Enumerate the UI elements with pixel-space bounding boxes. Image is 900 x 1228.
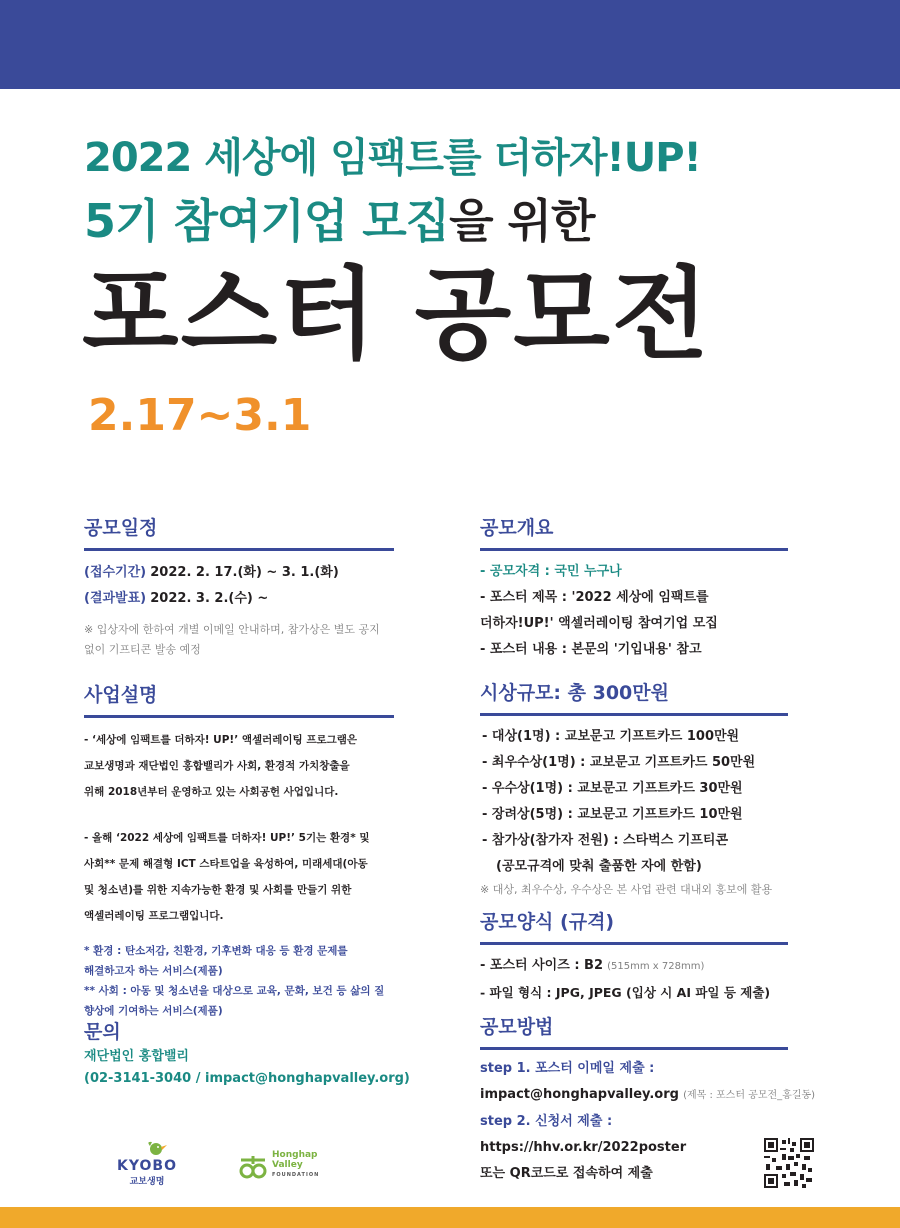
kyobo-sub: 교보생명 xyxy=(129,1177,165,1187)
prize-item: - 장려상(5명) : 교보문고 기프트카드 10만원 xyxy=(482,807,743,822)
schedule-note-1: ※ 입상자에 한하여 개별 이메일 안내하며, 참가상은 별도 공지 xyxy=(84,623,380,636)
overview-section xyxy=(480,513,788,663)
prizes-heading: 시상규모: 총 300만원 xyxy=(480,678,788,716)
method-heading: 공모방법 xyxy=(480,1012,788,1050)
overview-heading: 공모개요 xyxy=(480,513,788,551)
title-line-2 xyxy=(84,185,594,251)
prize-item: - 최우수상(1명) : 교보문고 기프트카드 50만원 xyxy=(482,755,756,770)
method-qr-note: 또는 QR코드로 접속하여 제출 xyxy=(480,1166,653,1181)
main-title: 포스터 공모전 xyxy=(82,256,711,373)
format-section xyxy=(480,907,788,1006)
prize-item: - 우수상(1명) : 교보문고 기프트카드 30만원 xyxy=(482,781,743,796)
schedule-note-2: 없이 기프티콘 발송 예정 xyxy=(84,643,201,656)
business-p1-line: 교보생명과 재단법인 홍합밸리가 사회, 환경적 가치창출을 xyxy=(84,760,350,772)
business-p2-line: 사회** 문제 해결형 ICT 스타트업을 육성하여, 미래세대(아동 xyxy=(84,858,368,870)
method-step1: step 1. 포스터 이메일 제출 : xyxy=(480,1061,655,1076)
period-date: 2.17~3.1 xyxy=(88,390,312,441)
honghap-valley-logo xyxy=(238,1150,338,1186)
schedule-heading: 공모일정 xyxy=(84,513,394,551)
business-note-line: * 환경 : 탄소저감, 친환경, 기후변화 대응 등 환경 문제를 xyxy=(84,945,348,957)
prize-item: (공모규격에 맞춰 출품한 자에 한함) xyxy=(496,859,702,874)
overview-content: - 포스터 내용 : 본문의 '기입내용' 참고 xyxy=(480,642,702,657)
format-heading: 공모양식 (규격) xyxy=(480,907,788,945)
business-note-line: 해결하고자 하는 서비스(제품) xyxy=(84,965,223,977)
business-note-line: ** 사회 : 아동 및 청소년을 대상으로 교육, 문화, 보건 등 삶의 질 xyxy=(84,985,385,997)
contact-org: 재단법인 홍합밸리 xyxy=(84,1049,189,1064)
schedule-section xyxy=(84,513,394,660)
kyobo-bird-icon xyxy=(142,1138,172,1158)
method-step2: step 2. 신청서 제출 : xyxy=(480,1114,613,1129)
title-line-1: 2022 세상에 임팩트를 더하자!UP! xyxy=(84,135,701,181)
business-p1-line: - ‘세상에 임팩트를 더하자! UP!’ 액셀러레이팅 프로그램은 xyxy=(84,734,358,746)
reception-value: 2022. 2. 17.(화) ~ 3. 1.(화) xyxy=(150,565,339,580)
bottom-color-band xyxy=(0,1207,900,1228)
overview-title-1: - 포스터 제목 : '2022 세상에 임팩트를 xyxy=(480,590,709,605)
contact-heading: 문의 xyxy=(84,1021,121,1043)
format-size-detail: (515mm x 728mm) xyxy=(607,961,705,972)
business-p2-line: 및 청소년)를 위한 지속가능한 환경 및 사회를 만들기 위한 xyxy=(84,884,352,896)
honghap-line3: FOUNDATION xyxy=(272,1172,320,1178)
prize-item: - 참가상(참가자 전원) : 스타벅스 기프티콘 xyxy=(482,833,729,848)
result-value: 2022. 3. 2.(수) ~ xyxy=(150,591,269,606)
format-size: - 포스터 사이즈 : B2 xyxy=(480,958,603,973)
title-line-2-highlight: 5기 참여기업 모집 xyxy=(84,194,450,248)
contact-section xyxy=(84,1017,414,1090)
business-p1-line: 위해 2018년부터 운영하고 있는 사회공헌 사업입니다. xyxy=(84,786,339,798)
method-url: https://hhv.or.kr/2022poster xyxy=(480,1140,687,1155)
business-p2-line: - 올해 ‘2022 세상에 임팩트를 더하자! UP!’ 5기는 환경* 및 xyxy=(84,832,370,844)
kyobo-name: KYOBO xyxy=(117,1158,177,1174)
honghap-mark-icon xyxy=(238,1152,268,1182)
method-email: impact@honghapvalley.org xyxy=(480,1087,679,1102)
prize-item: - 대상(1명) : 교보문고 기프트카드 100만원 xyxy=(482,729,740,744)
overview-qualification: - 공모자격 : 국민 누구나 xyxy=(480,564,622,579)
business-note-line: 향상에 기여하는 서비스(제품) xyxy=(84,1005,223,1017)
title-line-2-rest: 을 위한 xyxy=(449,194,595,248)
qr-code-icon[interactable] xyxy=(764,1138,814,1188)
result-label: (결과발표) xyxy=(84,591,147,606)
business-section xyxy=(84,680,394,1021)
contact-info: (02-3141-3040 / impact@honghapvalley.org) xyxy=(84,1071,410,1086)
honghap-line1: Honghap xyxy=(272,1150,318,1160)
kyobo-logo xyxy=(112,1138,182,1187)
prizes-note: ※ 대상, 최우수상, 우수상은 본 사업 관련 대내외 홍보에 활용 xyxy=(480,883,773,896)
prizes-section xyxy=(480,678,788,900)
format-file: - 파일 형식 : JPG, JPEG (입상 시 AI 파일 등 제출) xyxy=(480,985,771,1000)
overview-title-2: 더하자!UP!' 액셀러레이팅 참여기업 모집 xyxy=(480,616,718,631)
top-color-band xyxy=(0,0,900,89)
honghap-line2: Valley xyxy=(272,1160,303,1170)
reception-label: (접수기간) xyxy=(84,565,147,580)
method-section xyxy=(480,1012,816,1187)
method-email-note: (제목 : 포스터 공모전_홍길동) xyxy=(683,1090,816,1101)
business-heading: 사업설명 xyxy=(84,680,394,718)
business-p2-line: 액셀러레이팅 프로그램입니다. xyxy=(84,910,224,922)
